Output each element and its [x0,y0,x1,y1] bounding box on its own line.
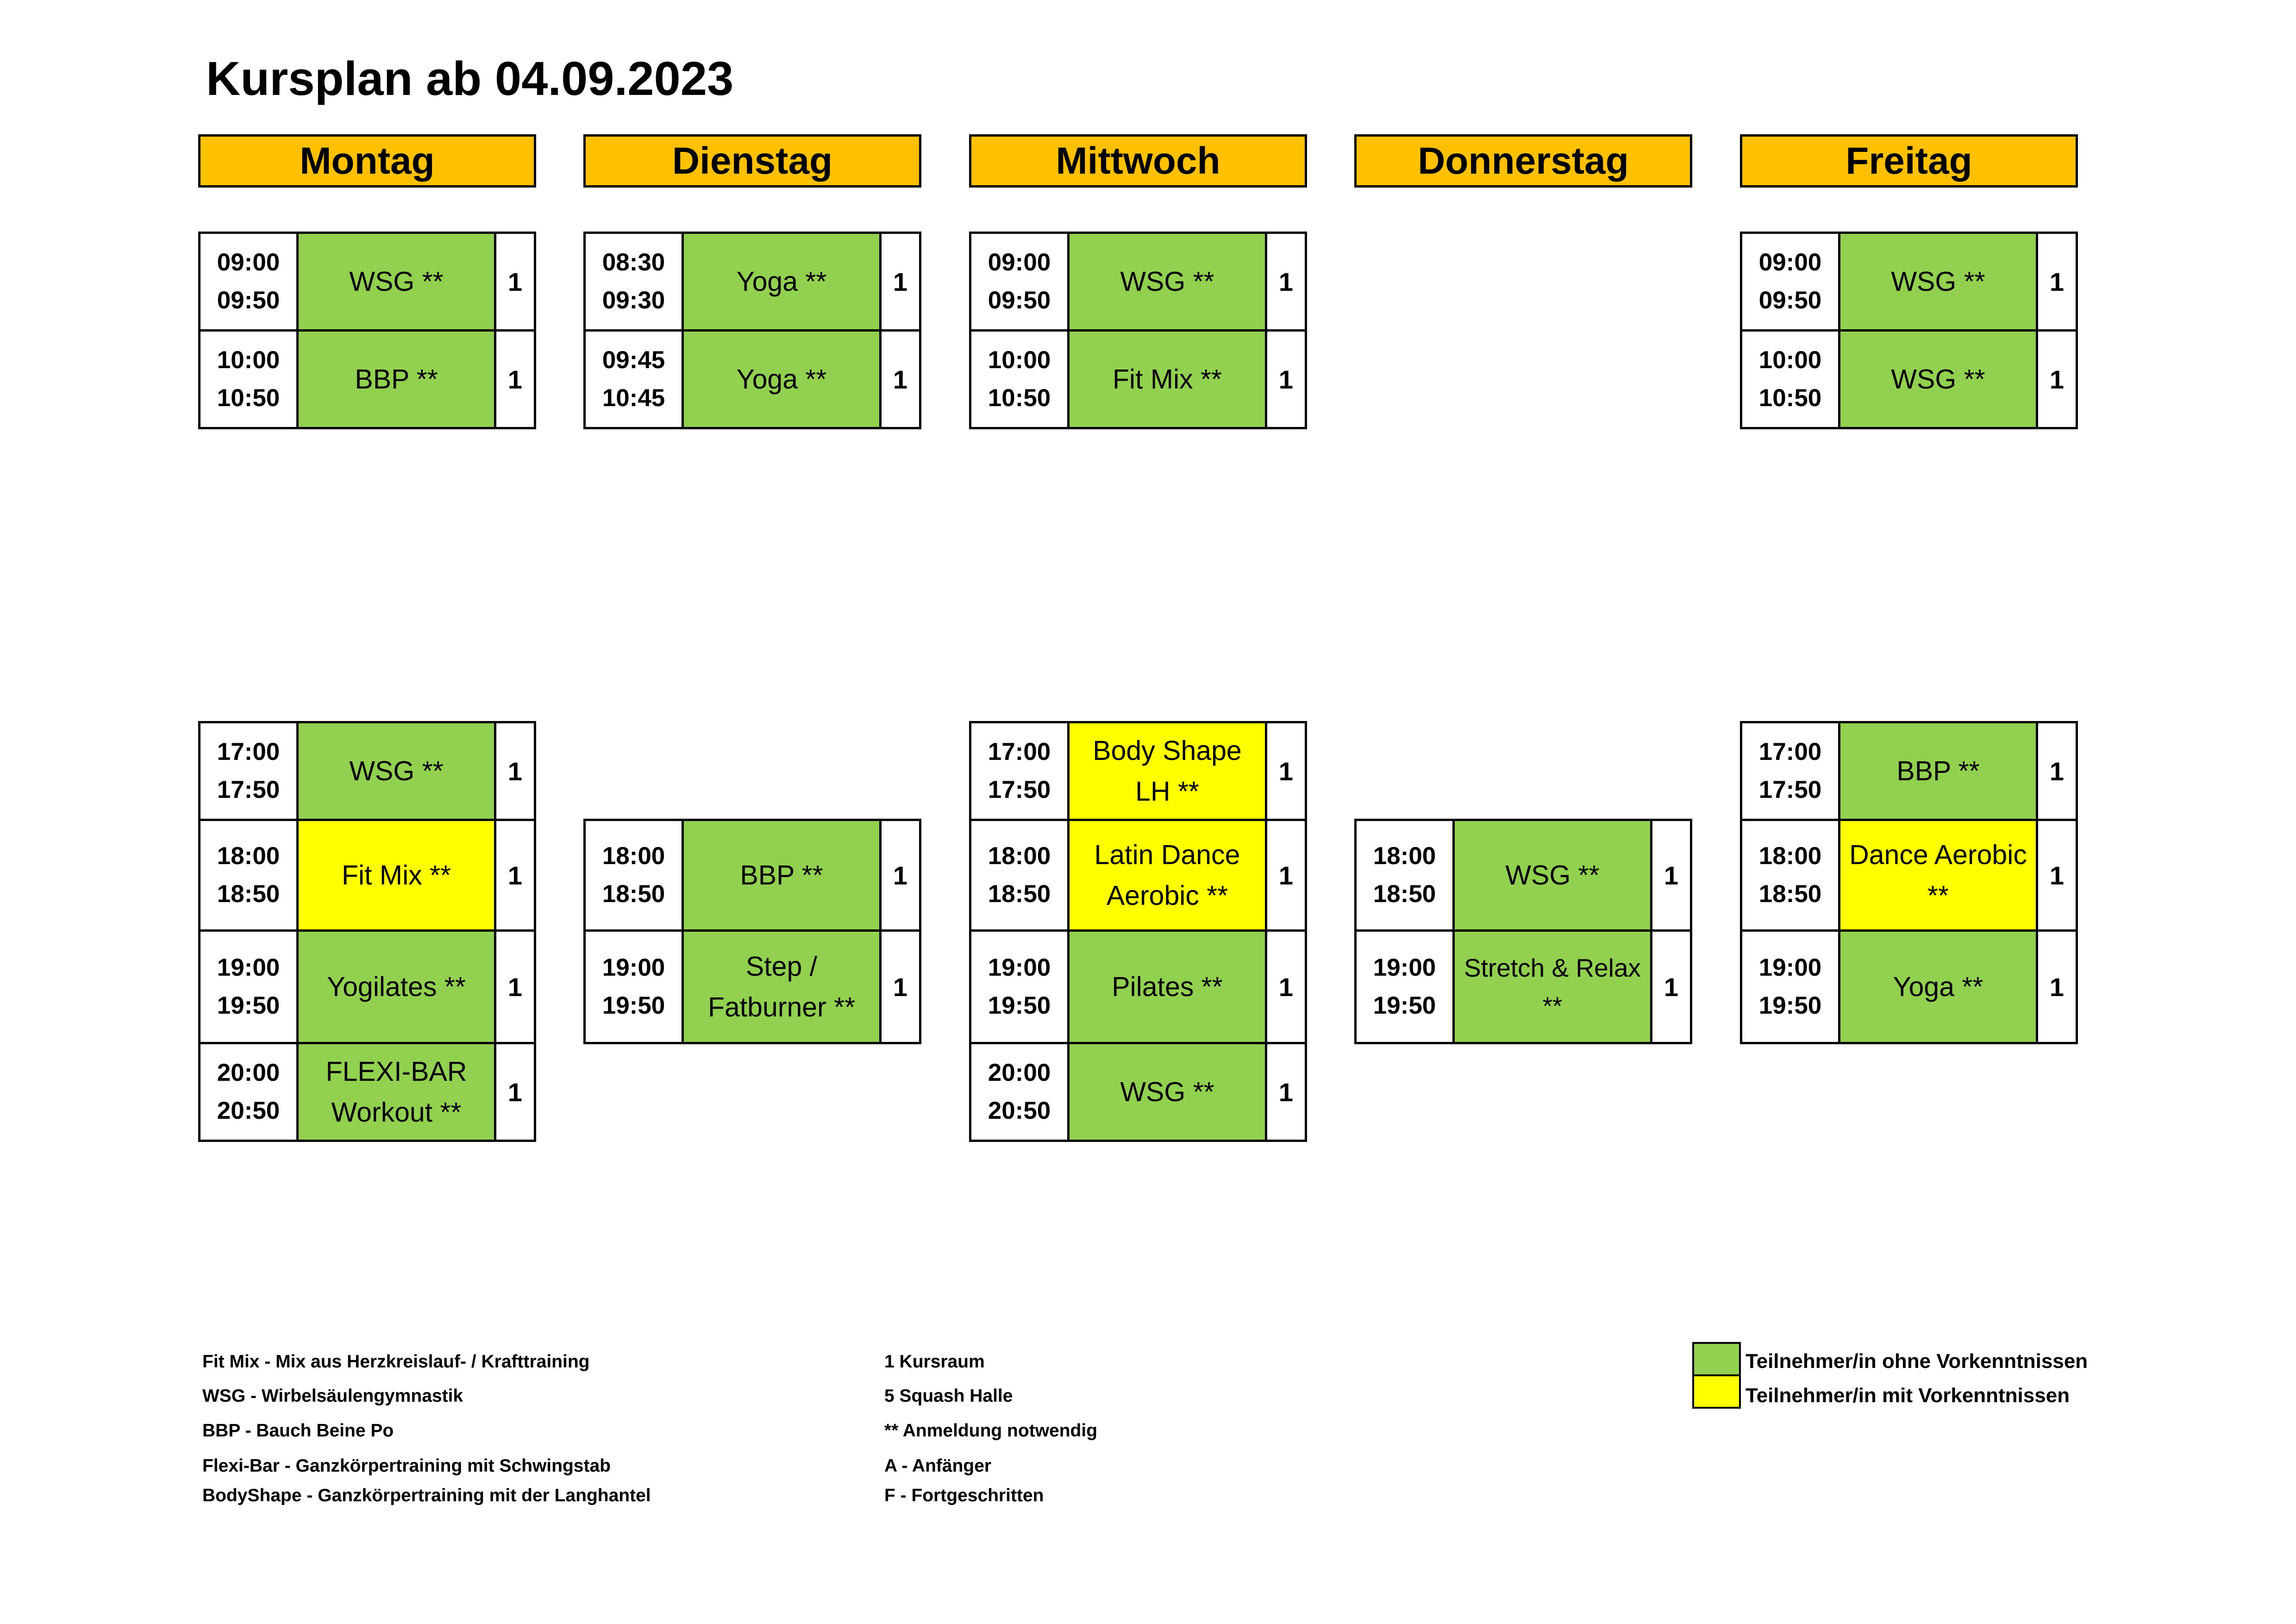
course-name: WSG ** [1840,332,2038,427]
time-cell [200,234,299,329]
end-time: 18:50 [602,880,665,908]
room-number: 1 [1267,234,1305,329]
end-time: 09:50 [988,287,1051,314]
start-time: 18:00 [1758,842,1822,870]
course-name: Yoga ** [1840,932,2038,1042]
start-time: 19:00 [1758,953,1822,981]
room-number: 1 [496,234,534,329]
room-number: 1 [2038,821,2076,929]
course-name: FLEXI-BAR Workout ** [299,1044,496,1140]
course-name: Dance Aerobic ** [1840,821,2038,929]
legend-swatch-beginner [1692,1342,1741,1376]
day-header-mittwoch: Mittwoch [969,134,1307,188]
course-name: Stretch & Relax ** [1455,932,1652,1042]
end-time: 10:50 [1758,384,1822,412]
room-number: 1 [882,332,919,427]
day-header-freitag: Freitag [1740,134,2078,188]
course-slot [198,329,536,429]
time-cell [200,723,299,819]
start-time: 09:45 [602,346,665,374]
time-cell [971,332,1070,427]
course-name: Yoga ** [684,332,882,427]
room-number: 1 [496,932,534,1042]
end-time: 19:50 [988,992,1051,1019]
course-slot [1354,929,1692,1044]
day-header-dienstag: Dienstag [583,134,921,188]
start-time: 18:00 [1373,842,1436,870]
time-cell [971,932,1070,1042]
start-time: 19:00 [602,953,665,981]
course-slot [1740,329,2078,429]
end-time: 19:50 [1373,992,1436,1019]
room-number: 1 [2038,332,2076,427]
room-number: 1 [1267,821,1305,929]
room-number: 1 [1652,932,1690,1042]
course-name: WSG ** [299,723,496,819]
start-time: 18:00 [988,842,1051,870]
course-slot [583,929,921,1044]
legend-code: A - Anfänger [884,1456,992,1476]
day-header-donnerstag: Donnerstag [1354,134,1692,188]
room-number: 1 [496,723,534,819]
start-time: 20:00 [217,1059,280,1086]
course-name: WSG ** [299,234,496,329]
time-cell [1742,332,1840,427]
time-cell [971,723,1070,819]
room-number: 1 [2038,234,2076,329]
time-cell [1357,821,1455,929]
end-time: 09:30 [602,287,665,314]
course-name: Yoga ** [684,234,882,329]
course-slot [969,819,1307,932]
time-cell [586,932,684,1042]
time-cell [586,234,684,329]
end-time: 20:50 [988,1097,1051,1124]
start-time: 09:00 [217,248,280,276]
course-slot [583,819,921,932]
start-time: 18:00 [602,842,665,870]
time-cell [971,1044,1070,1140]
legend-abbreviation: WSG - Wirbelsäulengymnastik [202,1386,463,1406]
legend-code: ** Anmeldung notwendig [884,1421,1098,1441]
course-slot [583,329,921,429]
course-name: WSG ** [1455,821,1652,929]
start-time: 10:00 [1758,346,1822,374]
end-time: 18:50 [217,880,280,908]
legend-code: 1 Kursraum [884,1352,985,1372]
course-name: Fit Mix ** [1070,332,1267,427]
room-number: 1 [1267,932,1305,1042]
start-time: 17:00 [988,738,1051,765]
course-name: Body Shape LH ** [1070,723,1267,819]
room-number: 1 [1267,332,1305,427]
start-time: 17:00 [1758,738,1822,765]
room-number: 1 [2038,932,2076,1042]
course-slot [198,721,536,821]
time-cell [1742,234,1840,329]
course-slot [198,819,536,932]
end-time: 09:50 [217,287,280,314]
course-slot [969,232,1307,332]
legend-level: Teilnehmer/in mit Vorkenntnissen [1745,1384,2070,1407]
course-slot [198,1042,536,1142]
room-number: 1 [496,1044,534,1140]
start-time: 20:00 [988,1059,1051,1086]
legend-abbreviation: BodyShape - Ganzkörpertraining mit der Langhantel [202,1486,651,1505]
course-name: Pilates ** [1070,932,1267,1042]
start-time: 10:00 [217,346,280,374]
course-name: WSG ** [1070,1044,1267,1140]
day-header-montag: Montag [198,134,536,188]
room-number: 1 [2038,723,2076,819]
legend-swatch-advanced [1692,1374,1741,1409]
course-slot [1740,232,2078,332]
start-time: 19:00 [1373,953,1436,981]
course-slot [198,929,536,1044]
course-name: Fit Mix ** [299,821,496,929]
course-name: BBP ** [684,821,882,929]
end-time: 20:50 [217,1097,280,1124]
course-slot [1740,819,2078,932]
room-number: 1 [882,821,919,929]
time-cell [1742,821,1840,929]
time-cell [586,821,684,929]
legend-abbreviation: BBP - Bauch Beine Po [202,1421,394,1441]
legend-level: Teilnehmer/in ohne Vorkenntnissen [1745,1350,2088,1373]
time-cell [200,821,299,929]
course-name: WSG ** [1070,234,1267,329]
end-time: 10:45 [602,384,665,412]
end-time: 17:50 [988,776,1051,803]
legend-abbreviation: Fit Mix - Mix aus Herzkreislauf- / Krafttraining [202,1352,590,1372]
course-slot [969,1042,1307,1142]
start-time: 19:00 [217,953,280,981]
start-time: 19:00 [988,953,1051,981]
end-time: 18:50 [988,880,1051,908]
course-name: Step / Fatburner ** [684,932,882,1042]
time-cell [971,821,1070,929]
time-cell [200,332,299,427]
end-time: 10:50 [988,384,1051,412]
start-time: 18:00 [217,842,280,870]
course-slot [1740,721,2078,821]
time-cell [1357,932,1455,1042]
legend-code: 5 Squash Halle [884,1386,1013,1406]
end-time: 18:50 [1373,880,1436,908]
room-number: 1 [1267,723,1305,819]
course-slot [969,329,1307,429]
time-cell [200,1044,299,1140]
end-time: 19:50 [1758,992,1822,1019]
time-cell [1742,932,1840,1042]
room-number: 1 [1267,1044,1305,1140]
start-time: 17:00 [217,738,280,765]
legend-code: F - Fortgeschritten [884,1486,1044,1505]
time-cell [1742,723,1840,819]
end-time: 10:50 [217,384,280,412]
page-title: Kursplan ab 04.09.2023 [206,52,734,105]
room-number: 1 [882,932,919,1042]
end-time: 09:50 [1758,287,1822,314]
course-name: Yogilates ** [299,932,496,1042]
room-number: 1 [496,821,534,929]
room-number: 1 [882,234,919,329]
course-slot [198,232,536,332]
course-slot [969,929,1307,1044]
time-cell [200,932,299,1042]
end-time: 17:50 [217,776,280,803]
end-time: 17:50 [1758,776,1822,803]
course-name: WSG ** [1840,234,2038,329]
room-number: 1 [496,332,534,427]
course-slot [583,232,921,332]
time-cell [971,234,1070,329]
course-name: BBP ** [1840,723,2038,819]
room-number: 1 [1652,821,1690,929]
time-cell [586,332,684,427]
start-time: 10:00 [988,346,1051,374]
end-time: 19:50 [602,992,665,1019]
start-time: 09:00 [988,248,1051,276]
course-slot [969,721,1307,821]
course-name: Latin Dance Aerobic ** [1070,821,1267,929]
start-time: 08:30 [602,248,665,276]
course-slot [1740,929,2078,1044]
legend-abbreviation: Flexi-Bar - Ganzkörpertraining mit Schwingstab [202,1456,611,1476]
course-slot [1354,819,1692,932]
end-time: 18:50 [1758,880,1822,908]
course-name: BBP ** [299,332,496,427]
start-time: 09:00 [1758,248,1822,276]
end-time: 19:50 [217,992,280,1019]
